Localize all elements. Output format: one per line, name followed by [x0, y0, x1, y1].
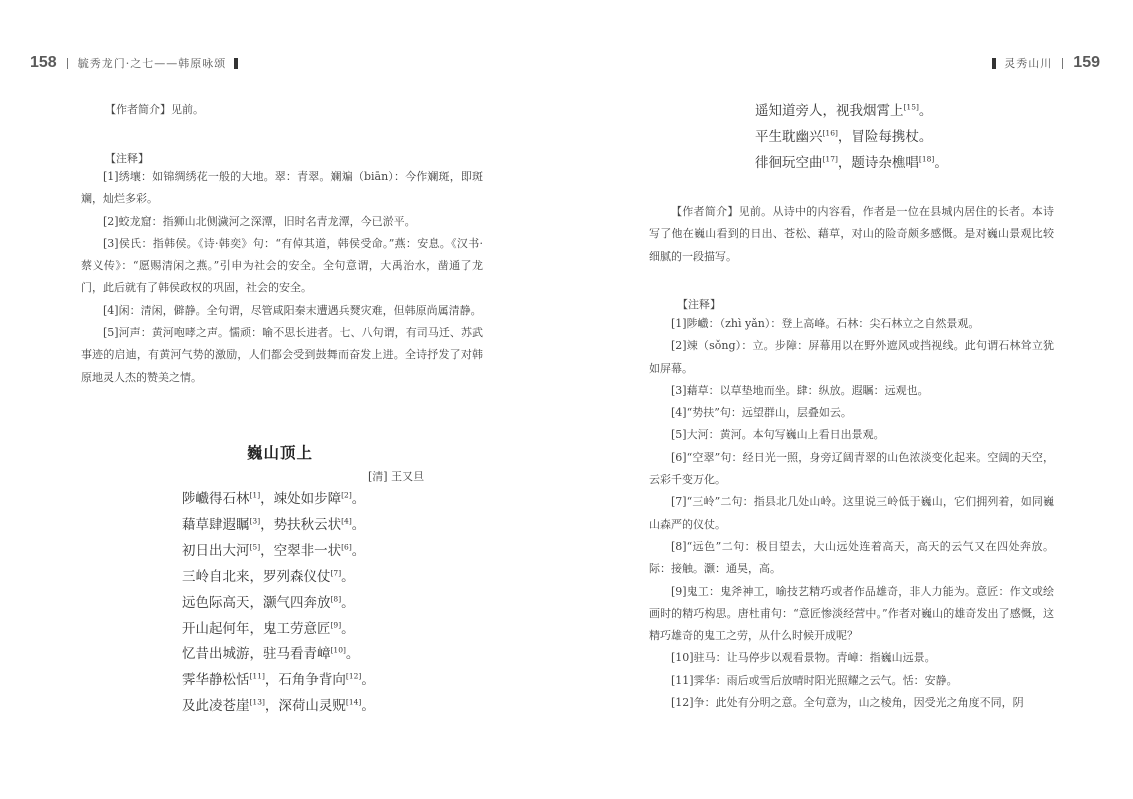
header-marker [234, 58, 238, 69]
note-item: [5]河声：黄河咆哮之声。懦顽：喻不思长进者。七、八句谓，有司马迁、苏武事迹的启迪，有黄河气势的激励，人们都会受到鼓舞而奋发上进。全诗抒发了对韩原地灵人杰的赞美之情。 [81, 326, 483, 384]
poem-line: 开山起何年，鬼工劳意匠[9]。 [182, 620, 355, 637]
poem-author: [清] 王又旦 [368, 470, 425, 483]
poem-line: 初日出大河[5]，空翠非一状[6]。 [182, 542, 366, 559]
note-item: [4]闲：清闲，僻静。全句谓，尽管咸阳秦末遭遇兵燹灾难，但韩原尚属清静。 [103, 303, 482, 317]
poem-title: 巍山顶上 [247, 443, 314, 462]
notes-left [81, 166, 483, 389]
notes-right [649, 313, 1054, 714]
note-item: [5]大河：黄河。本句写巍山上看日出景观。 [671, 428, 885, 442]
note-item: [6]“空翠”句：经日光一照，身旁辽阔青翠的山色浓淡变化起来。空阔的天空，云彩千变万化。 [649, 450, 1054, 487]
header-divider [1062, 58, 1063, 69]
author-intro-body: 见前。 [171, 103, 204, 116]
notes-heading-right: 【注释】 [677, 298, 721, 311]
note-item: [3]藉草：以草垫地而坐。肆：纵放。遐瞩：远观也。 [671, 383, 929, 397]
author-intro-head: 【作者简介】 [671, 205, 739, 218]
poem-line: 遥知道旁人，视我烟霄上[15]。 [755, 102, 933, 119]
notes-heading-left: 【注释】 [105, 152, 149, 165]
left-page [0, 0, 566, 799]
right-page [567, 0, 1133, 799]
running-title-left: 毓秀龙门·之七——韩原咏颂 [77, 57, 227, 70]
poem-line: 陟巇得石林[1]，竦处如步障[2]。 [182, 490, 366, 507]
poem-line: 徘徊玩空曲[17]，题诗杂樵唱[18]。 [755, 154, 948, 171]
note-item: [9]鬼工：鬼斧神工，喻技艺精巧或者作品雄奇，非人力能为。意匠：作文或绘画时的精巧构思。唐杜甫句：“意匠惨淡经营中。”作者对巍山的雄奇发出了感慨，这精巧雄奇的鬼工之劳，从什么时候开成呢？ [649, 584, 1054, 643]
note-item: [7]“三岭”二句：指县北几处山岭。这里说三岭低于巍山，它们拥列着，如同巍山森严的仪仗。 [649, 495, 1054, 531]
note-item: [1]绣壤：如锦绸绣花一般的大地。翠：青翠。斓斒（biān）：今作斓斑，即斑斓，灿烂多彩。 [81, 170, 483, 206]
note-item: [4]“势扶”句：远望群山，层叠如云。 [671, 406, 852, 420]
left-page-header [30, 54, 246, 72]
poem-line: 远色际高天，灏气四奔放[8]。 [182, 594, 355, 611]
poem-line: 霁华静松恬[11]，石角争背向[12]。 [182, 671, 375, 689]
running-title-right: 灵秀山川 [1004, 57, 1053, 70]
note-item: [2]竦（sǒng）：立。步障：屏幕用以在野外遮风或挡视线。此句谓石林耸立犹如屏幕。 [649, 339, 1054, 375]
page-number-right: 159 [1073, 54, 1100, 71]
right-page-header [984, 54, 1100, 72]
note-item: [8]“远色”二句：极目望去，大山远处连着高天，高天的云气又在四处奔放。际：接触。灏：通昊，高。 [649, 539, 1054, 576]
poem-line: 及此凌苍崖[13]，深荷山灵贶[14]。 [182, 697, 375, 715]
note-item: [3]侯氏：指韩侯。《诗·韩奕》句：“有倬其道，韩侯受命。”燕：安息。《汉书·蔡义传》：“愿赐清闲之燕。”引申为社会的安全。全句意谓，大禹治水，凿通了龙门，此后就有了韩侯政权的巩固，社会的安全。 [81, 236, 483, 295]
poem-left [182, 487, 375, 720]
author-intro-body: 见前。从诗中的内容看，作者是一位在县城内居住的长者。本诗写了他在巍山看到的日出、苍松、藉草，对山的险奇颇多感慨。是对巍山景观比较细腻的一段描写。 [649, 205, 1055, 263]
header-divider [67, 58, 68, 69]
note-item: [2]蛟龙窟：指狮山北侧濊河之深潭，旧时名青龙潭，今已淤平。 [103, 214, 416, 228]
author-intro-left [83, 99, 485, 121]
author-intro-head: 【作者简介】 [105, 103, 171, 116]
poem-line: 平生耽幽兴[16]，冒险每携杖。 [755, 128, 933, 145]
poem-line: 忆昔出城游，驻马看青嶂[10]。 [182, 645, 360, 663]
author-intro-right [649, 201, 1054, 268]
note-item: [1]陟巇：（zhì yǎn）：登上高峰。石林：尖石林立之自然景观。 [671, 317, 980, 330]
header-marker [992, 58, 996, 69]
poem-right [755, 99, 948, 177]
note-item: [10]驻马：让马停步以观看景物。青嶂：指巍山远景。 [671, 651, 936, 665]
poem-line: 三岭自北来，罗列森仪仗[7]。 [182, 568, 355, 585]
poem-line: 藉草肆遐瞩[3]，势扶秋云状[4]。 [182, 516, 366, 533]
page-number-left: 158 [30, 54, 57, 71]
note-item: [11]霁华：雨后或雪后放晴时阳光照耀之云气。恬：安静。 [671, 673, 958, 687]
note-item: [12]争：此处有分明之意。全句意为，山之棱角，因受光之角度不同，阴 [671, 696, 1024, 710]
